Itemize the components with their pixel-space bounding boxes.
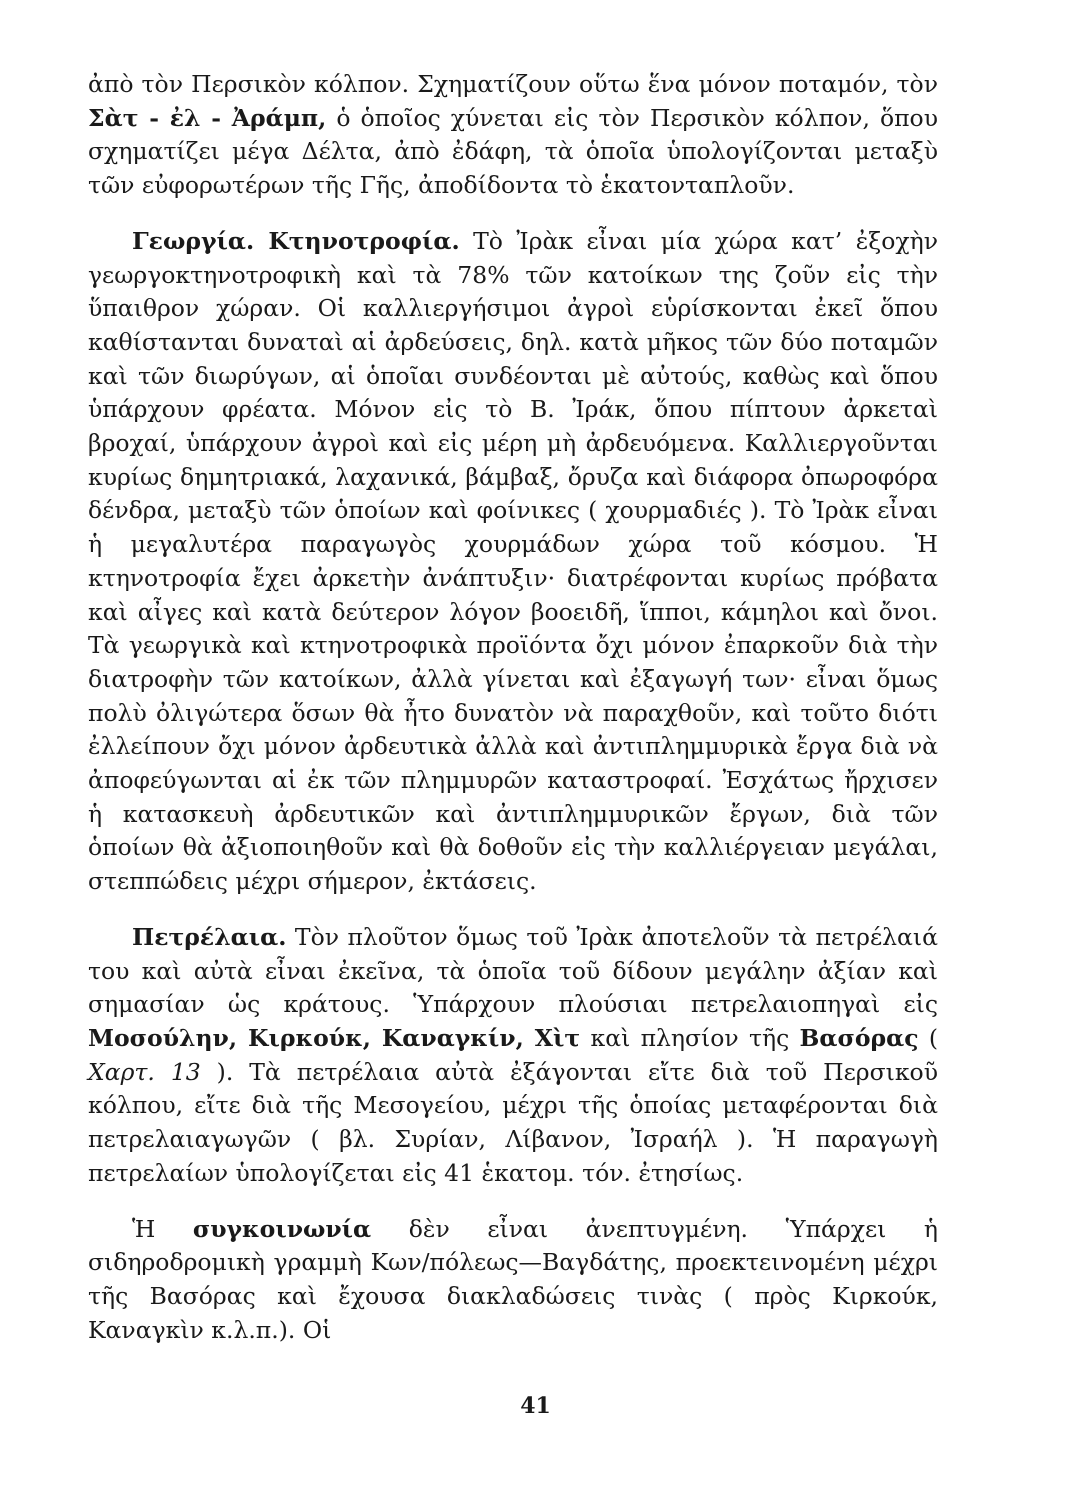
page-body bbox=[88, 68, 938, 1347]
bold-term: Πετρέλαια. bbox=[132, 922, 287, 951]
paragraph-intro bbox=[88, 68, 938, 203]
text-run: Τὸ Ἰρὰκ εἶναι μία χώρα κατ’ ἐξοχὴν γεωργοκτηνοτροφικὴ καὶ τὰ 78% τῶν κατοίκων της ζοῦν εἰς τὴν ὕπαιθρον χώραν. Οἱ καλλιεργήσιμοι ἀγροὶ εὑρίσκονται ἐκεῖ ὅπου καθίστανται δυναταὶ αἱ ἀρδεύσεις, δηλ. κατὰ μῆκος τῶν δύο ποταμῶν καὶ τῶν διωρύγων, αἱ ὁποῖαι συνδέονται μὲ αὐτούς, καθὼς καὶ ὅπου ὑπάρχουν φρέατα. Μόνον εἰς τὸ Β. Ἰράκ, ὅπου πίπτουν ἀρκεταὶ βροχαί, ὑπάρχουν ἀγροὶ καὶ εἰς μέρη μὴ ἀρδευόμενα. Καλλιεργοῦνται κυρίως δημητριακά, λαχανικά, βάμβαξ, ὄρυζα καὶ διάφορα ὀπωροφόρα δένδρα, μεταξὺ τῶν ὁποίων καὶ φοίνικες ( χουρμαδιές ). Τὸ Ἰρὰκ εἶναι ἡ μεγαλυτέρα παραγωγὸς χουρμάδων χώρα τοῦ κόσμου. Ἡ κτηνοτροφία ἔχει ἀρκετὴν ἀνάπτυξιν· διατρέφονται κυρίως πρόβατα καὶ αἶγες καὶ κατὰ δεύτερον λόγον βοοειδῆ, ἵπποι, κάμηλοι καὶ ὄνοι. Τὰ γεωργικὰ καὶ κτηνοτροφικὰ προϊόντα ὄχι μόνον ἐπαρκοῦν διὰ τὴν διατροφὴν τῶν κατοίκων, ἀλλὰ γίνεται καὶ ἐξαγωγή των· εἶναι ὅμως πολὺ ὀλιγώτερα ὅσων θὰ ἦτο δυνατὸν νὰ παραχθοῦν, καὶ τοῦτο διότι ἐλλείπουν ὄχι μόνον ἀρδευτικὰ ἀλλὰ καὶ ἀντιπλημμυρικὰ ἔργα διὰ νὰ ἀποφεύγωνται αἱ ἐκ τῶν πλημμυρῶν καταστροφαί. Ἐσχάτως ἤρχισεν ἡ κατασκευὴ ἀρδευτικῶν καὶ ἀντιπλημμυρικῶν ἔργων, διὰ τῶν ὁποίων θὰ ἀξιοποιηθοῦν καὶ θὰ δοθοῦν εἰς τὴν καλλιέργειαν μεγάλαι, στεππώδεις μέχρι σήμερον, ἐκτάσεις. bbox=[88, 226, 939, 896]
text-run: Τὸν πλοῦτον ὅμως τοῦ Ἰρὰκ ἀποτελοῦν τὰ πετρέλαιά του καὶ αὐτὰ εἶναι ἐκεῖνα, τὰ ὁποῖα τοῦ δίδουν μεγάλην ἀξίαν καὶ σημασίαν ὡς κράτους. Ὑπάρχουν πλούσιαι πετρελαιοπηγαὶ εἰς bbox=[88, 922, 938, 1019]
bold-term: Σὰτ - ἐλ - Ἀράμπ, bbox=[88, 103, 327, 132]
bold-term: Γεωργία. Κτηνοτροφία. bbox=[132, 226, 460, 255]
text-run: καὶ πλησίον τῆς bbox=[580, 1023, 800, 1052]
bold-term: συγκοινωνία bbox=[192, 1214, 372, 1243]
text-run: ). Τὰ πετρέλαια αὐτὰ ἐξάγονται εἴτε διὰ τοῦ Περσικοῦ κόλπου, εἴτε διὰ τῆς Μεσογείου, μέχρι τῆς ὁποίας μεταφέρονται διὰ πετρελαιαγωγῶν ( βλ. Συρίαν, Λίβανον, Ἰσραήλ ). Ἡ παραγωγὴ πετρελαίων ὑπολογίζεται εἰς 41 ἑκατομ. τόν. ἐτησίως. bbox=[88, 1057, 938, 1187]
text-run: ὁ ὁποῖος χύνεται εἰς τὸν Περσικὸν κόλπον, ὅπου σχηματίζει μέγα Δέλτα, ἀπὸ ἐδάφη, τὰ ὁποῖα ὑπολογίζονται μεταξὺ τῶν εὐφορωτέρων τῆς Γῆς, ἀποδίδοντα τὸ ἑκατονταπλοῦν. bbox=[88, 103, 938, 200]
italic-reference: Χαρτ. 13 bbox=[88, 1057, 201, 1086]
text-run: ( bbox=[918, 1023, 938, 1052]
bold-term: Μοσούλην, Κιρκούκ, Καναγκίν, Χὶτ bbox=[88, 1023, 581, 1052]
paragraph-petroleum bbox=[88, 921, 938, 1191]
page-number: 41 bbox=[520, 1393, 551, 1419]
text-run: Ἡ bbox=[132, 1214, 193, 1243]
text-run: δὲν εἶναι ἀνεπτυγμένη. Ὑπάρχει ἡ σιδηροδρομικὴ γραμμὴ Κων/πόλεως—Βαγδάτης, προεκτεινομένη μέχρι τῆς Βασόρας καὶ ἔχουσα διακλαδώσεις τινὰς ( πρὸς Κιρκούκ, Καναγκὶν κ.λ.π.). Οἱ bbox=[88, 1214, 938, 1344]
text-run: ἀπὸ τὸν Περσικὸν κόλπον. Σχηματίζουν οὕτω ἕνα μόνον ποταμόν, τὸν bbox=[88, 70, 938, 98]
paragraph-agriculture bbox=[88, 225, 938, 899]
bold-term: Βασόρας bbox=[799, 1023, 919, 1052]
paragraph-communication bbox=[88, 1213, 938, 1348]
